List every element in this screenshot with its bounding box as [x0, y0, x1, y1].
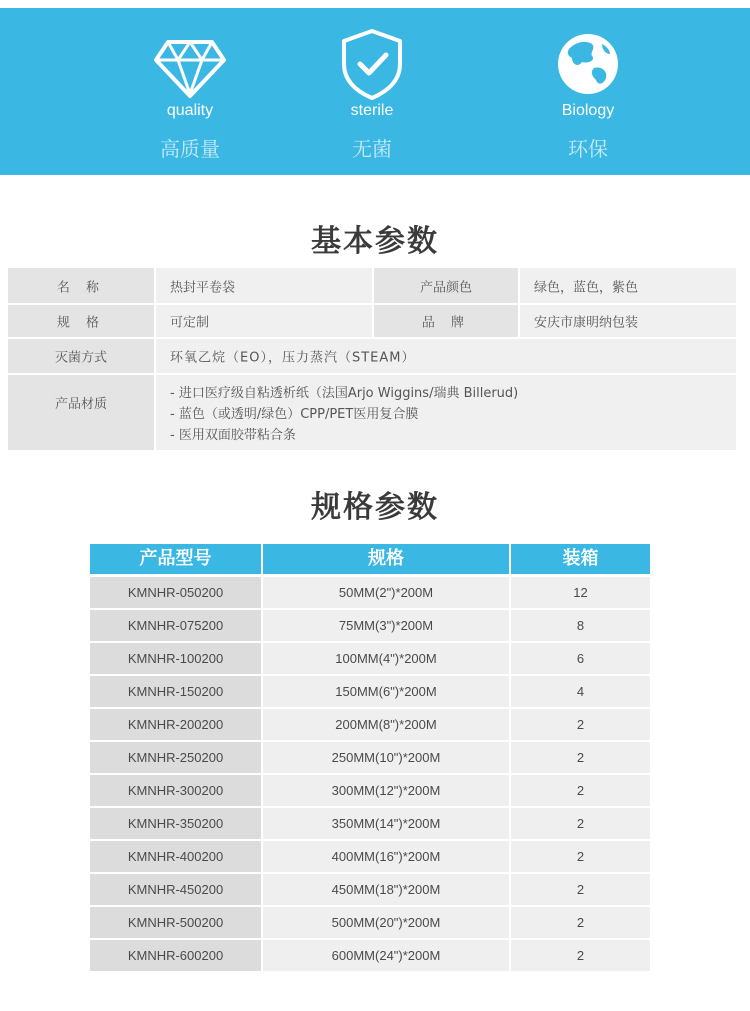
packing-cell: 2 [511, 940, 650, 971]
packing-cell: 8 [511, 610, 650, 641]
table-row [90, 676, 650, 707]
material-item: - 医用双面胶带粘合条 [170, 425, 518, 446]
feature-sterile [272, 8, 472, 175]
packing-cell: 2 [511, 841, 650, 872]
spec-cell: 100MM(4")*200M [263, 643, 509, 674]
packing-cell: 2 [511, 709, 650, 740]
spec-value: 可定制 [156, 305, 372, 337]
model-cell: KMNHR-450200 [90, 874, 261, 905]
color-value: 绿色，蓝色，紫色 [520, 268, 736, 303]
feature-zh-label: 环保 [568, 137, 608, 161]
material-item: - 蓝色（或透明/绿色）CPP/PET医用复合膜 [170, 404, 518, 425]
table-row [90, 907, 650, 938]
spec-cell: 50MM(2")*200M [263, 577, 509, 608]
color-label: 产品颜色 [374, 268, 518, 303]
table-row [90, 874, 650, 905]
feature-quality [90, 8, 290, 175]
spec-cell: 400MM(16")*200M [263, 841, 509, 872]
model-cell: KMNHR-300200 [90, 775, 261, 806]
material-item: - 进口医疗级自粘透析纸（法国Arjo Wiggins/瑞典 Billerud) [170, 383, 518, 404]
sterilization-label: 灭菌方式 [8, 339, 154, 373]
header-packing: 装箱 [511, 544, 650, 574]
model-cell: KMNHR-250200 [90, 742, 261, 773]
table-row [90, 775, 650, 806]
material-value [156, 375, 736, 450]
basic-row-spec [8, 305, 736, 337]
table-row [90, 841, 650, 872]
shield-check-icon [336, 28, 408, 100]
table-row [90, 610, 650, 641]
header-model: 产品型号 [90, 544, 261, 574]
basic-row-name [8, 268, 736, 303]
name-value: 热封平卷袋 [156, 268, 372, 303]
spec-cell: 300MM(12")*200M [263, 775, 509, 806]
packing-cell: 4 [511, 676, 650, 707]
spec-section-title: 规格参数 [311, 490, 439, 525]
globe-icon [552, 28, 624, 100]
model-cell: KMNHR-350200 [90, 808, 261, 839]
model-cell: KMNHR-600200 [90, 940, 261, 971]
feature-zh-label: 高质量 [160, 137, 220, 161]
packing-cell: 6 [511, 643, 650, 674]
model-cell: KMNHR-075200 [90, 610, 261, 641]
header-spec: 规格 [263, 544, 509, 574]
model-cell: KMNHR-400200 [90, 841, 261, 872]
feature-en-label: Biology [561, 102, 615, 119]
feature-zh-label: 无菌 [352, 137, 392, 161]
feature-banner [0, 8, 750, 175]
spec-cell: 450MM(18")*200M [263, 874, 509, 905]
spec-cell: 250MM(10")*200M [263, 742, 509, 773]
packing-cell: 2 [511, 742, 650, 773]
spec-cell: 600MM(24")*200M [263, 940, 509, 971]
table-row [90, 940, 650, 971]
spec-label: 规 格 [8, 305, 154, 337]
material-label: 产品材质 [8, 375, 154, 450]
brand-value: 安庆市康明纳包装 [520, 305, 736, 337]
packing-cell: 2 [511, 808, 650, 839]
table-row [90, 577, 650, 608]
spec-cell: 500MM(20")*200M [263, 907, 509, 938]
spec-cell: 350MM(14")*200M [263, 808, 509, 839]
spec-table-header [90, 544, 650, 574]
packing-cell: 2 [511, 907, 650, 938]
name-label: 名 称 [8, 268, 154, 303]
spec-cell: 200MM(8")*200M [263, 709, 509, 740]
model-cell: KMNHR-200200 [90, 709, 261, 740]
feature-biology [488, 8, 688, 175]
packing-cell: 12 [511, 577, 650, 608]
diamond-icon [154, 28, 226, 100]
table-row [90, 742, 650, 773]
feature-en-label: quality [166, 102, 214, 119]
basic-row-sterilization [8, 339, 736, 373]
spec-cell: 150MM(6")*200M [263, 676, 509, 707]
material-list [170, 383, 518, 446]
model-cell: KMNHR-150200 [90, 676, 261, 707]
basic-row-material [8, 375, 736, 450]
model-cell: KMNHR-500200 [90, 907, 261, 938]
spec-cell: 75MM(3")*200M [263, 610, 509, 641]
basic-section-title: 基本参数 [311, 224, 439, 259]
brand-label: 品 牌 [374, 305, 518, 337]
table-row [90, 643, 650, 674]
table-row [90, 808, 650, 839]
feature-en-label: sterile [350, 102, 394, 119]
packing-cell: 2 [511, 775, 650, 806]
model-cell: KMNHR-100200 [90, 643, 261, 674]
table-row [90, 709, 650, 740]
sterilization-value: 环氧乙烷（EO），压力蒸汽（STEAM） [156, 339, 736, 373]
packing-cell: 2 [511, 874, 650, 905]
model-cell: KMNHR-050200 [90, 577, 261, 608]
